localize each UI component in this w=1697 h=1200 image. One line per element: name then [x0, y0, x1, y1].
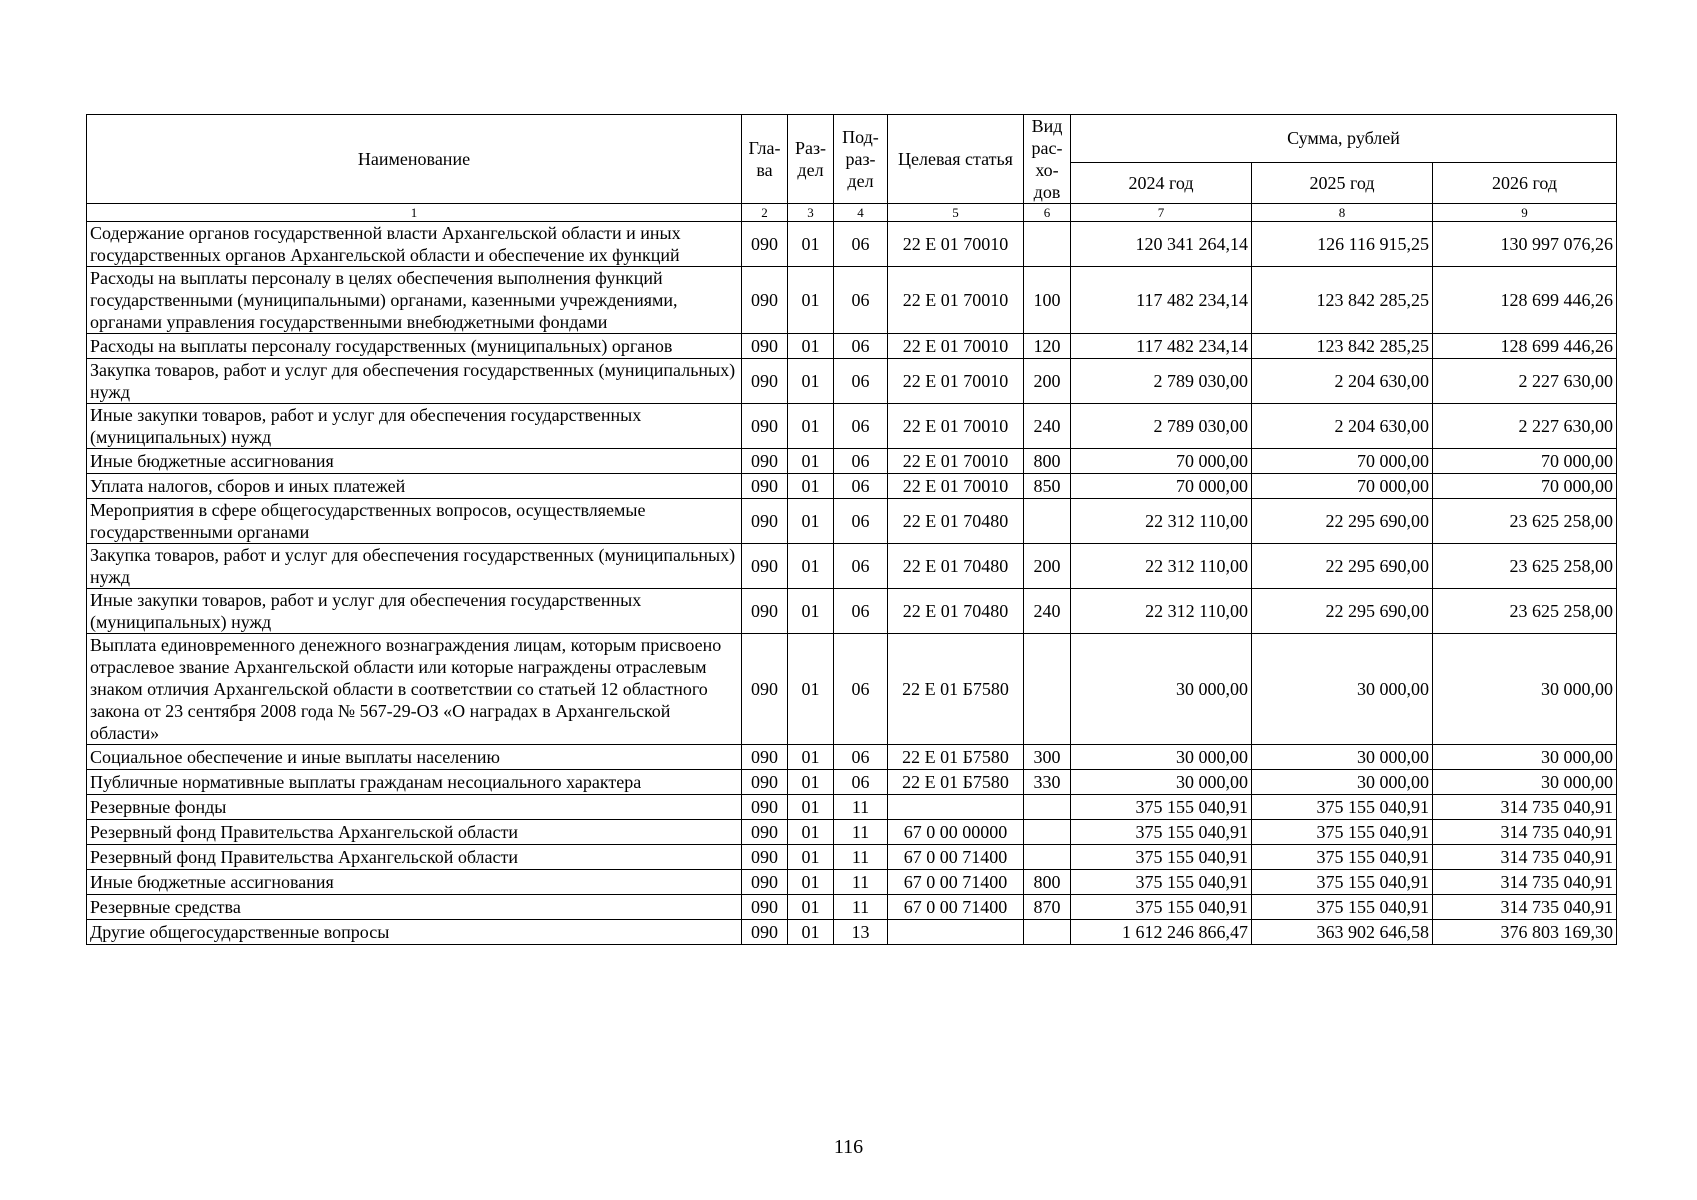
cell-sum-2025: 375 155 040,91 [1252, 895, 1433, 920]
cell-sum-2025: 123 842 285,25 [1252, 334, 1433, 359]
cell-glava: 090 [742, 845, 788, 870]
cell-podrazdel: 06 [834, 334, 888, 359]
cell-sum-2026: 314 735 040,91 [1433, 845, 1617, 870]
header-razdel: Раз- дел [788, 115, 834, 204]
cell-target: 22 Е 01 70010 [888, 474, 1024, 499]
table-row [87, 870, 1617, 895]
cell-sum-2024: 2 789 030,00 [1071, 359, 1252, 404]
cell-sum-2026: 128 699 446,26 [1433, 334, 1617, 359]
cell-sum-2024: 120 341 264,14 [1071, 222, 1252, 267]
cell-sum-2026: 70 000,00 [1433, 449, 1617, 474]
cell-sum-2024: 22 312 110,00 [1071, 499, 1252, 544]
cell-sum-2024: 70 000,00 [1071, 449, 1252, 474]
cell-target: 22 Е 01 70010 [888, 404, 1024, 449]
header-year-2024: 2024 год [1071, 162, 1252, 203]
cell-razdel: 01 [788, 359, 834, 404]
table-row [87, 820, 1617, 845]
cell-name: Расходы на выплаты персоналу в целях обеспечения выполнения функций государственными (муниципальными) органами, казенными учреждениями, органами управления государственными внебюджетными фондами [87, 267, 742, 334]
table-row [87, 404, 1617, 449]
cell-vid [1024, 920, 1071, 945]
cell-name: Расходы на выплаты персоналу государственных (муниципальных) органов [87, 334, 742, 359]
cell-name: Резервные средства [87, 895, 742, 920]
cell-razdel: 01 [788, 820, 834, 845]
table-row [87, 334, 1617, 359]
cell-podrazdel: 06 [834, 589, 888, 634]
cell-target: 22 Е 01 70010 [888, 359, 1024, 404]
cell-glava: 090 [742, 544, 788, 589]
cell-razdel: 01 [788, 845, 834, 870]
cell-sum-2025: 30 000,00 [1252, 634, 1433, 745]
cell-sum-2026: 314 735 040,91 [1433, 820, 1617, 845]
cell-podrazdel: 06 [834, 404, 888, 449]
column-number: 6 [1024, 204, 1071, 222]
column-number: 7 [1071, 204, 1252, 222]
cell-name: Содержание органов государственной власти Архангельской области и иных государственных органов Архангельской области и обеспечение их функций [87, 222, 742, 267]
cell-target: 22 Е 01 70480 [888, 544, 1024, 589]
cell-podrazdel: 06 [834, 634, 888, 745]
cell-target: 22 Е 01 70010 [888, 334, 1024, 359]
cell-sum-2024: 375 155 040,91 [1071, 795, 1252, 820]
cell-sum-2024: 30 000,00 [1071, 634, 1252, 745]
cell-sum-2024: 30 000,00 [1071, 770, 1252, 795]
cell-name: Закупка товаров, работ и услуг для обеспечения государственных (муниципальных) нужд [87, 544, 742, 589]
cell-target: 67 0 00 71400 [888, 895, 1024, 920]
table-row [87, 920, 1617, 945]
header-vid: Вид рас- хо- дов [1024, 115, 1071, 204]
cell-vid [1024, 222, 1071, 267]
cell-glava: 090 [742, 404, 788, 449]
cell-sum-2025: 30 000,00 [1252, 770, 1433, 795]
cell-sum-2024: 375 155 040,91 [1071, 820, 1252, 845]
cell-glava: 090 [742, 770, 788, 795]
cell-razdel: 01 [788, 544, 834, 589]
cell-sum-2024: 2 789 030,00 [1071, 404, 1252, 449]
cell-sum-2025: 30 000,00 [1252, 745, 1433, 770]
cell-razdel: 01 [788, 589, 834, 634]
cell-glava: 090 [742, 795, 788, 820]
cell-target: 22 Е 01 Б7580 [888, 770, 1024, 795]
cell-vid [1024, 820, 1071, 845]
cell-podrazdel: 06 [834, 222, 888, 267]
cell-podrazdel: 06 [834, 745, 888, 770]
cell-name: Закупка товаров, работ и услуг для обеспечения государственных (муниципальных) нужд [87, 359, 742, 404]
column-number: 8 [1252, 204, 1433, 222]
cell-sum-2024: 30 000,00 [1071, 745, 1252, 770]
cell-podrazdel: 11 [834, 870, 888, 895]
table-row [87, 589, 1617, 634]
cell-sum-2026: 23 625 258,00 [1433, 544, 1617, 589]
cell-target: 67 0 00 71400 [888, 870, 1024, 895]
cell-sum-2024: 22 312 110,00 [1071, 589, 1252, 634]
cell-podrazdel: 06 [834, 499, 888, 544]
cell-sum-2026: 314 735 040,91 [1433, 795, 1617, 820]
cell-glava: 090 [742, 820, 788, 845]
table-row [87, 845, 1617, 870]
table-row [87, 474, 1617, 499]
cell-glava: 090 [742, 870, 788, 895]
cell-razdel: 01 [788, 795, 834, 820]
cell-target: 22 Е 01 70010 [888, 267, 1024, 334]
cell-razdel: 01 [788, 634, 834, 745]
cell-target: 22 Е 01 70010 [888, 449, 1024, 474]
cell-podrazdel: 06 [834, 770, 888, 795]
cell-razdel: 01 [788, 745, 834, 770]
cell-sum-2025: 375 155 040,91 [1252, 845, 1433, 870]
cell-razdel: 01 [788, 770, 834, 795]
cell-sum-2025: 123 842 285,25 [1252, 267, 1433, 334]
cell-podrazdel: 13 [834, 920, 888, 945]
cell-glava: 090 [742, 267, 788, 334]
cell-sum-2025: 70 000,00 [1252, 449, 1433, 474]
cell-target: 67 0 00 71400 [888, 845, 1024, 870]
table-header [87, 115, 1617, 222]
cell-glava: 090 [742, 334, 788, 359]
cell-name: Резервные фонды [87, 795, 742, 820]
cell-sum-2025: 375 155 040,91 [1252, 795, 1433, 820]
cell-name: Иные бюджетные ассигнования [87, 870, 742, 895]
cell-sum-2025: 22 295 690,00 [1252, 499, 1433, 544]
cell-razdel: 01 [788, 499, 834, 544]
table-row [87, 499, 1617, 544]
cell-glava: 090 [742, 920, 788, 945]
cell-sum-2024: 375 155 040,91 [1071, 895, 1252, 920]
cell-razdel: 01 [788, 870, 834, 895]
cell-vid [1024, 795, 1071, 820]
cell-vid [1024, 845, 1071, 870]
cell-sum-2024: 1 612 246 866,47 [1071, 920, 1252, 945]
cell-sum-2026: 30 000,00 [1433, 745, 1617, 770]
cell-target [888, 795, 1024, 820]
cell-sum-2024: 70 000,00 [1071, 474, 1252, 499]
cell-sum-2025: 2 204 630,00 [1252, 359, 1433, 404]
table-row [87, 544, 1617, 589]
table-row [87, 895, 1617, 920]
cell-vid: 800 [1024, 449, 1071, 474]
cell-target: 22 Е 01 Б7580 [888, 634, 1024, 745]
cell-podrazdel: 06 [834, 449, 888, 474]
cell-podrazdel: 11 [834, 795, 888, 820]
column-number: 1 [87, 204, 742, 222]
page-number: 116 [833, 1136, 864, 1158]
cell-sum-2024: 375 155 040,91 [1071, 845, 1252, 870]
column-number: 5 [888, 204, 1024, 222]
cell-sum-2026: 314 735 040,91 [1433, 895, 1617, 920]
cell-vid: 200 [1024, 359, 1071, 404]
cell-podrazdel: 11 [834, 820, 888, 845]
column-number: 9 [1433, 204, 1617, 222]
cell-glava: 090 [742, 589, 788, 634]
table-row [87, 745, 1617, 770]
cell-razdel: 01 [788, 920, 834, 945]
header-target: Целевая статья [888, 115, 1024, 204]
column-number: 2 [742, 204, 788, 222]
cell-podrazdel: 06 [834, 267, 888, 334]
cell-sum-2026: 30 000,00 [1433, 634, 1617, 745]
cell-target: 67 0 00 00000 [888, 820, 1024, 845]
cell-glava: 090 [742, 745, 788, 770]
cell-sum-2026: 23 625 258,00 [1433, 499, 1617, 544]
cell-vid [1024, 499, 1071, 544]
cell-razdel: 01 [788, 334, 834, 359]
cell-sum-2026: 70 000,00 [1433, 474, 1617, 499]
cell-sum-2025: 375 155 040,91 [1252, 820, 1433, 845]
cell-target: 22 Е 01 70010 [888, 222, 1024, 267]
cell-sum-2026: 130 997 076,26 [1433, 222, 1617, 267]
table-row [87, 359, 1617, 404]
cell-name: Другие общегосударственные вопросы [87, 920, 742, 945]
table-row [87, 795, 1617, 820]
cell-name: Иные бюджетные ассигнования [87, 449, 742, 474]
cell-sum-2026: 30 000,00 [1433, 770, 1617, 795]
cell-vid: 120 [1024, 334, 1071, 359]
cell-name: Социальное обеспечение и иные выплаты населению [87, 745, 742, 770]
cell-razdel: 01 [788, 222, 834, 267]
cell-name: Резервный фонд Правительства Архангельской области [87, 820, 742, 845]
header-glava: Гла- ва [742, 115, 788, 204]
table-row [87, 449, 1617, 474]
cell-vid: 300 [1024, 745, 1071, 770]
cell-vid: 870 [1024, 895, 1071, 920]
cell-sum-2024: 375 155 040,91 [1071, 870, 1252, 895]
cell-target [888, 920, 1024, 945]
header-name: Наименование [87, 115, 742, 204]
cell-razdel: 01 [788, 449, 834, 474]
cell-sum-2025: 126 116 915,25 [1252, 222, 1433, 267]
cell-sum-2024: 117 482 234,14 [1071, 334, 1252, 359]
cell-sum-2026: 2 227 630,00 [1433, 404, 1617, 449]
header-year-2025: 2025 год [1252, 162, 1433, 203]
cell-sum-2024: 22 312 110,00 [1071, 544, 1252, 589]
cell-sum-2026: 23 625 258,00 [1433, 589, 1617, 634]
cell-name: Иные закупки товаров, работ и услуг для обеспечения государственных (муниципальных) нужд [87, 404, 742, 449]
cell-sum-2026: 128 699 446,26 [1433, 267, 1617, 334]
cell-sum-2025: 2 204 630,00 [1252, 404, 1433, 449]
cell-glava: 090 [742, 634, 788, 745]
table-body [87, 222, 1617, 945]
cell-vid: 100 [1024, 267, 1071, 334]
cell-name: Публичные нормативные выплаты гражданам несоциального характера [87, 770, 742, 795]
table-row [87, 634, 1617, 745]
cell-glava: 090 [742, 222, 788, 267]
cell-vid: 200 [1024, 544, 1071, 589]
cell-name: Уплата налогов, сборов и иных платежей [87, 474, 742, 499]
cell-sum-2025: 70 000,00 [1252, 474, 1433, 499]
cell-name: Выплата единовременного денежного вознаграждения лицам, которым присвоено отраслевое звание Архангельской области или которые награждены отраслевым знаком отличия Архангельской области в соответствии со статьей 12 областного закона от 23 сентября 2008 года № 567-29-ОЗ «О наградах в Архангельской области» [87, 634, 742, 745]
cell-target: 22 Е 01 70480 [888, 499, 1024, 544]
header-year-2026: 2026 год [1433, 162, 1617, 203]
cell-podrazdel: 06 [834, 359, 888, 404]
cell-razdel: 01 [788, 267, 834, 334]
cell-sum-2026: 314 735 040,91 [1433, 870, 1617, 895]
table-row [87, 222, 1617, 267]
cell-vid [1024, 634, 1071, 745]
cell-sum-2025: 375 155 040,91 [1252, 870, 1433, 895]
cell-vid: 330 [1024, 770, 1071, 795]
cell-podrazdel: 11 [834, 845, 888, 870]
cell-glava: 090 [742, 449, 788, 474]
cell-podrazdel: 11 [834, 895, 888, 920]
cell-razdel: 01 [788, 474, 834, 499]
cell-vid: 850 [1024, 474, 1071, 499]
column-number: 4 [834, 204, 888, 222]
cell-razdel: 01 [788, 404, 834, 449]
cell-target: 22 Е 01 70480 [888, 589, 1024, 634]
column-number-row [87, 204, 1617, 222]
cell-podrazdel: 06 [834, 474, 888, 499]
cell-glava: 090 [742, 359, 788, 404]
cell-vid: 240 [1024, 404, 1071, 449]
header-sum-group: Сумма, рублей [1071, 115, 1617, 163]
cell-name: Мероприятия в сфере общегосударственных вопросов, осуществляемые государственными органами [87, 499, 742, 544]
cell-glava: 090 [742, 474, 788, 499]
cell-podrazdel: 06 [834, 544, 888, 589]
header-podrazdel: Под- раз- дел [834, 115, 888, 204]
cell-sum-2025: 363 902 646,58 [1252, 920, 1433, 945]
cell-vid: 800 [1024, 870, 1071, 895]
cell-sum-2024: 117 482 234,14 [1071, 267, 1252, 334]
cell-sum-2026: 2 227 630,00 [1433, 359, 1617, 404]
table-row [87, 770, 1617, 795]
budget-table [86, 114, 1617, 945]
cell-sum-2026: 376 803 169,30 [1433, 920, 1617, 945]
cell-target: 22 Е 01 Б7580 [888, 745, 1024, 770]
cell-name: Резервный фонд Правительства Архангельской области [87, 845, 742, 870]
column-number: 3 [788, 204, 834, 222]
cell-razdel: 01 [788, 895, 834, 920]
cell-glava: 090 [742, 895, 788, 920]
cell-sum-2025: 22 295 690,00 [1252, 589, 1433, 634]
cell-sum-2025: 22 295 690,00 [1252, 544, 1433, 589]
cell-vid: 240 [1024, 589, 1071, 634]
table-row [87, 267, 1617, 334]
cell-glava: 090 [742, 499, 788, 544]
cell-name: Иные закупки товаров, работ и услуг для обеспечения государственных (муниципальных) нужд [87, 589, 742, 634]
